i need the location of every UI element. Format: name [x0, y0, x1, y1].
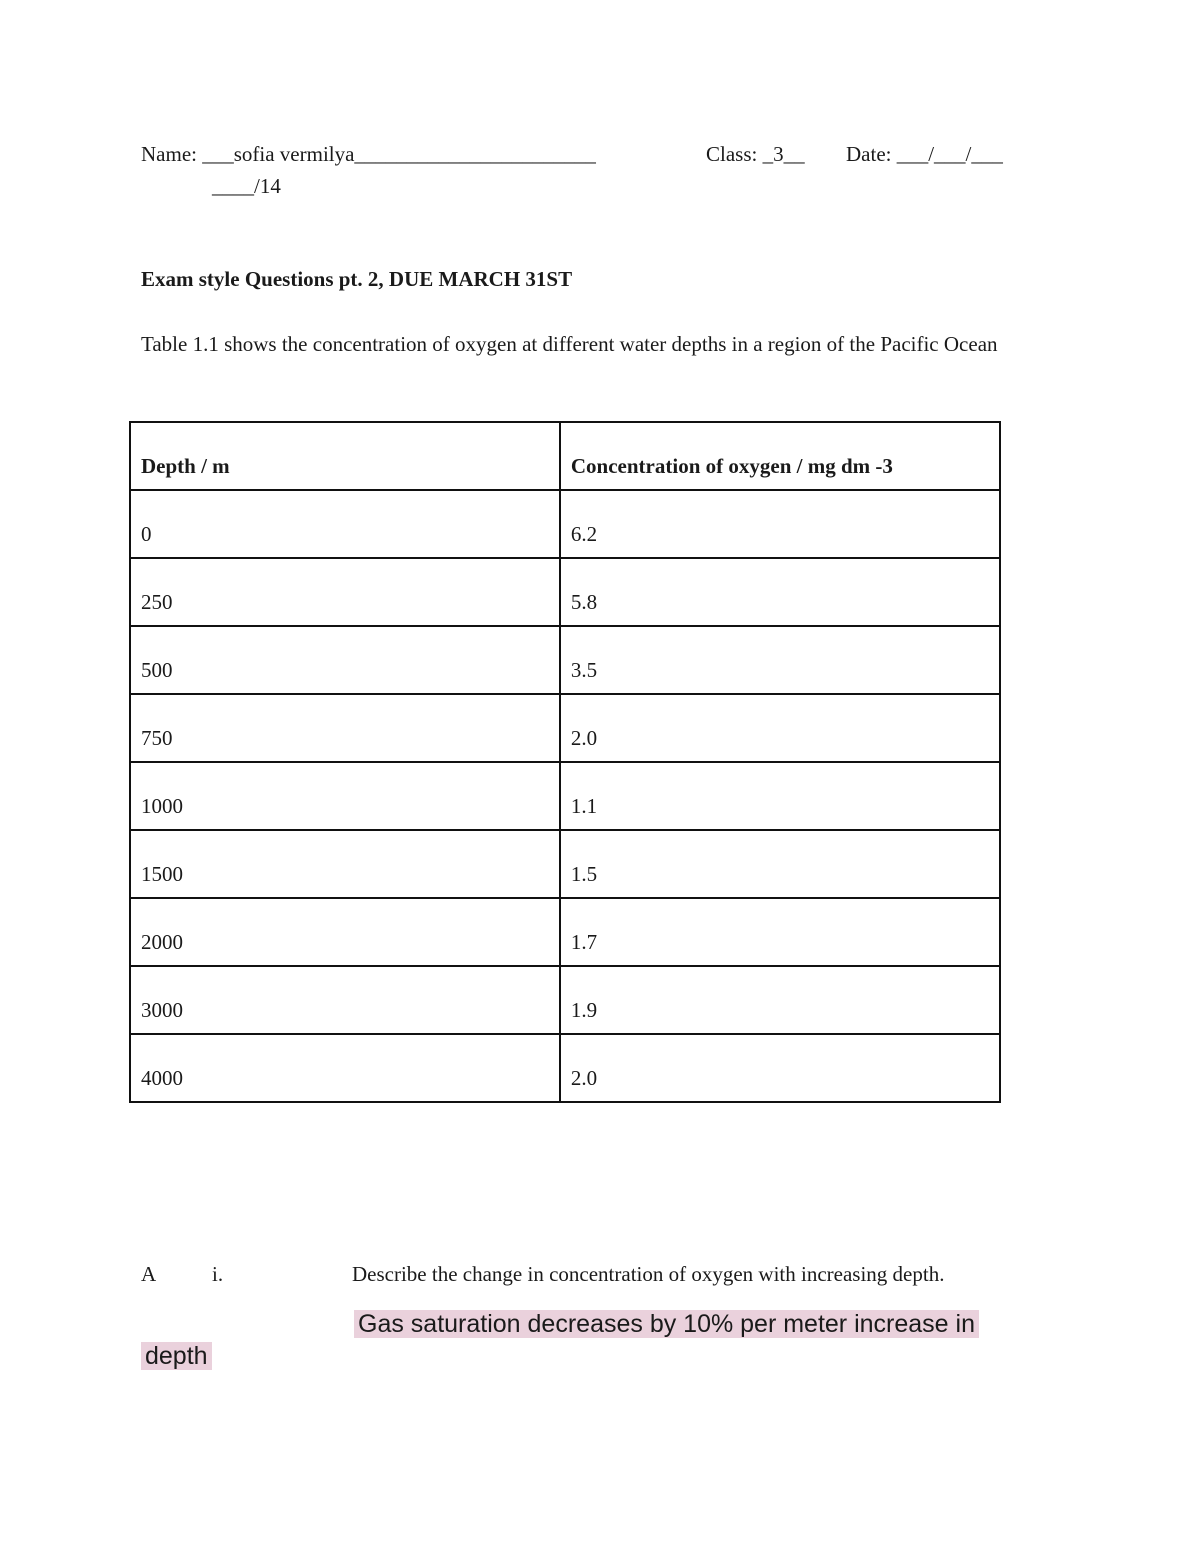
answer-highlight: depth	[141, 1342, 212, 1370]
depth-cell: 1000	[130, 762, 560, 830]
header-concentration: Concentration of oxygen / mg dm -3	[560, 422, 1000, 490]
table-row	[130, 694, 1000, 762]
concentration-cell: 1.9	[560, 966, 1000, 1034]
question-number: i.	[212, 1262, 224, 1286]
page-title: Exam style Questions pt. 2, DUE MARCH 31ST	[141, 267, 573, 291]
concentration-cell: 6.2	[560, 490, 1000, 558]
header-depth: Depth / m	[130, 422, 560, 490]
name-field: Name: ___sofia vermilya_______________________	[141, 142, 596, 166]
concentration-cell: 2.0	[560, 694, 1000, 762]
table-row	[130, 762, 1000, 830]
intro-paragraph: Table 1.1 shows the concentration of oxygen at different water depths in a region of the Pacific Ocean	[141, 332, 998, 356]
table-row	[130, 626, 1000, 694]
depth-cell: 3000	[130, 966, 560, 1034]
concentration-cell: 2.0	[560, 1034, 1000, 1102]
concentration-cell: 1.1	[560, 762, 1000, 830]
oxygen-depth-table	[129, 421, 1001, 1103]
class-field: Class: _3__	[706, 142, 805, 166]
concentration-cell: 1.7	[560, 898, 1000, 966]
depth-cell: 250	[130, 558, 560, 626]
depth-cell: 0	[130, 490, 560, 558]
answer-highlight: Gas saturation decreases by 10% per meter increase in	[354, 1310, 979, 1338]
table-row	[130, 1034, 1000, 1102]
table-row	[130, 558, 1000, 626]
depth-cell: 750	[130, 694, 560, 762]
table-row	[130, 898, 1000, 966]
concentration-cell: 1.5	[560, 830, 1000, 898]
depth-cell: 1500	[130, 830, 560, 898]
depth-cell: 2000	[130, 898, 560, 966]
concentration-cell: 5.8	[560, 558, 1000, 626]
date-field: Date: ___/___/___	[846, 142, 1003, 166]
question-text: Describe the change in concentration of oxygen with increasing depth.	[352, 1262, 945, 1286]
depth-cell: 500	[130, 626, 560, 694]
score-field: ____/14	[212, 174, 281, 198]
table-row	[130, 830, 1000, 898]
table-row	[130, 490, 1000, 558]
question-letter: A	[141, 1262, 157, 1286]
depth-cell: 4000	[130, 1034, 560, 1102]
answer-text-line-1	[354, 1308, 979, 1340]
concentration-cell: 3.5	[560, 626, 1000, 694]
table-header-row	[130, 422, 1000, 490]
answer-text-line-2	[141, 1340, 212, 1372]
table-row	[130, 966, 1000, 1034]
